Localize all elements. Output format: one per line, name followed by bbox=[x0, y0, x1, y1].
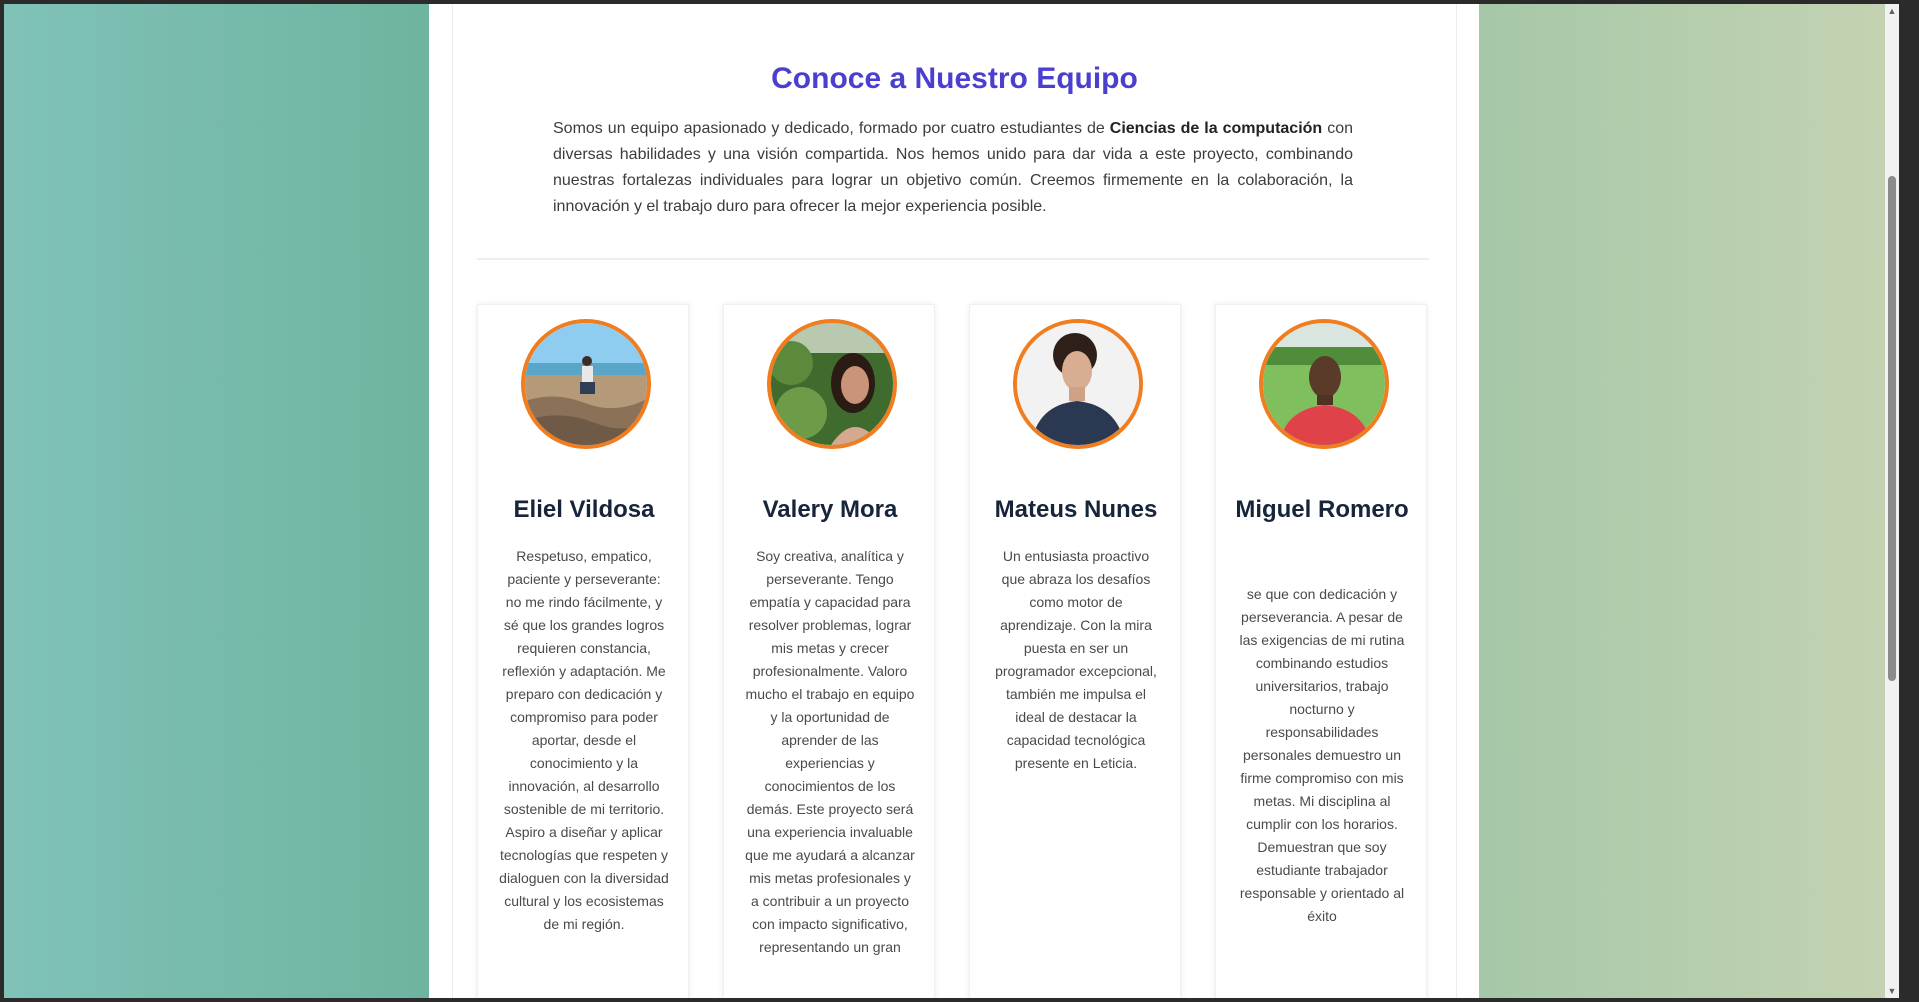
member-name: Eliel Vildosa bbox=[513, 496, 655, 523]
browser-viewport bbox=[4, 4, 1899, 998]
member-card bbox=[477, 304, 689, 998]
intro-text-start: Somos un equipo apasionado y dedicado, formado por cuatro estudiantes de bbox=[553, 120, 1110, 137]
intro-text-end: con diversas habilidades y una visión compartida. Nos hemos unido para dar vida a este proyecto, combinando nuestras fortalezas individuales para lograr un objetivo común. Creemos firmemente en la colaboración, la innovación y el trabajo duro para ofrecer la mejor experiencia posible. bbox=[553, 120, 1354, 215]
section-divider bbox=[477, 258, 1429, 260]
intro-bold-text: Ciencias de la computación bbox=[1109, 120, 1323, 137]
member-photo bbox=[1013, 319, 1143, 449]
scroll-up-arrow-icon[interactable]: ▲ bbox=[1887, 6, 1897, 16]
photo-beach bbox=[525, 323, 647, 445]
member-name: Mateus Nunes bbox=[994, 496, 1158, 523]
member-photo bbox=[1259, 319, 1389, 449]
photo-portrait bbox=[1017, 323, 1139, 445]
member-description: se que con dedicación y perseverancia. A pesar de las exigencias de mi rutina combinando estudios universitarios, trabajo nocturno y responsabilidades personales demuestro un firme compromiso con mis metas. Mi disciplina al cumplir con los horarios. Demuestran que soy estudiante trabajador responsable y orientado al éxito bbox=[1239, 586, 1405, 924]
member-description: Un entusiasta proactivo que abraza los desafíos como motor de aprendizaje. Con la mira puesta en ser un programador excepcional, también me impulsa el ideal de destacar la capacidad tecnológica presente en Leticia. bbox=[995, 548, 1157, 771]
photo-garden bbox=[771, 323, 893, 445]
member-name: Valery Mora bbox=[762, 496, 898, 523]
section-title: Conoce a Nuestro Equipo bbox=[771, 62, 1138, 95]
team-container bbox=[452, 4, 1457, 998]
member-card bbox=[969, 304, 1181, 998]
member-photo bbox=[521, 319, 651, 449]
member-name: Miguel Romero bbox=[1235, 496, 1409, 523]
scroll-down-arrow-icon[interactable]: ▼ bbox=[1887, 986, 1897, 996]
member-card bbox=[723, 304, 935, 998]
photo-outdoor bbox=[1263, 323, 1385, 445]
team-cards bbox=[477, 304, 1437, 998]
team-section bbox=[429, 4, 1479, 998]
scroll-thumb[interactable] bbox=[1888, 176, 1896, 681]
member-description: Respetuso, empatico, paciente y perseverante: no me rindo fácilmente, y sé que los grandes logros requieren constancia, reflexión y adaptación. Me preparo con dedicación y compromiso para poder aportar, desde el conocimiento y la innovación, al desarrollo sostenible de mi territorio. Aspiro a diseñar y aplicar tecnologías que respeten y dialoguen con la diversidad cultural y los ecosistemas de mi región. bbox=[499, 548, 669, 932]
member-card bbox=[1215, 304, 1427, 998]
team-intro bbox=[553, 116, 1353, 220]
page-scrollbar[interactable] bbox=[1885, 4, 1899, 998]
member-photo bbox=[767, 319, 897, 449]
member-description: Soy creativa, analítica y perseverante. Tengo empatía y capacidad para resolver problemas, lograr mis metas y crecer profesionalmente. Valoro mucho el trabajo en equipo y la oportunidad de aprender de las experiencias y conocimientos de los demás. Este proyecto será una experiencia invaluable que me ayudará a alcanzar mis metas profesionales y a contribuir a un proyecto con impacto significativo, representando un gran bbox=[745, 548, 915, 955]
